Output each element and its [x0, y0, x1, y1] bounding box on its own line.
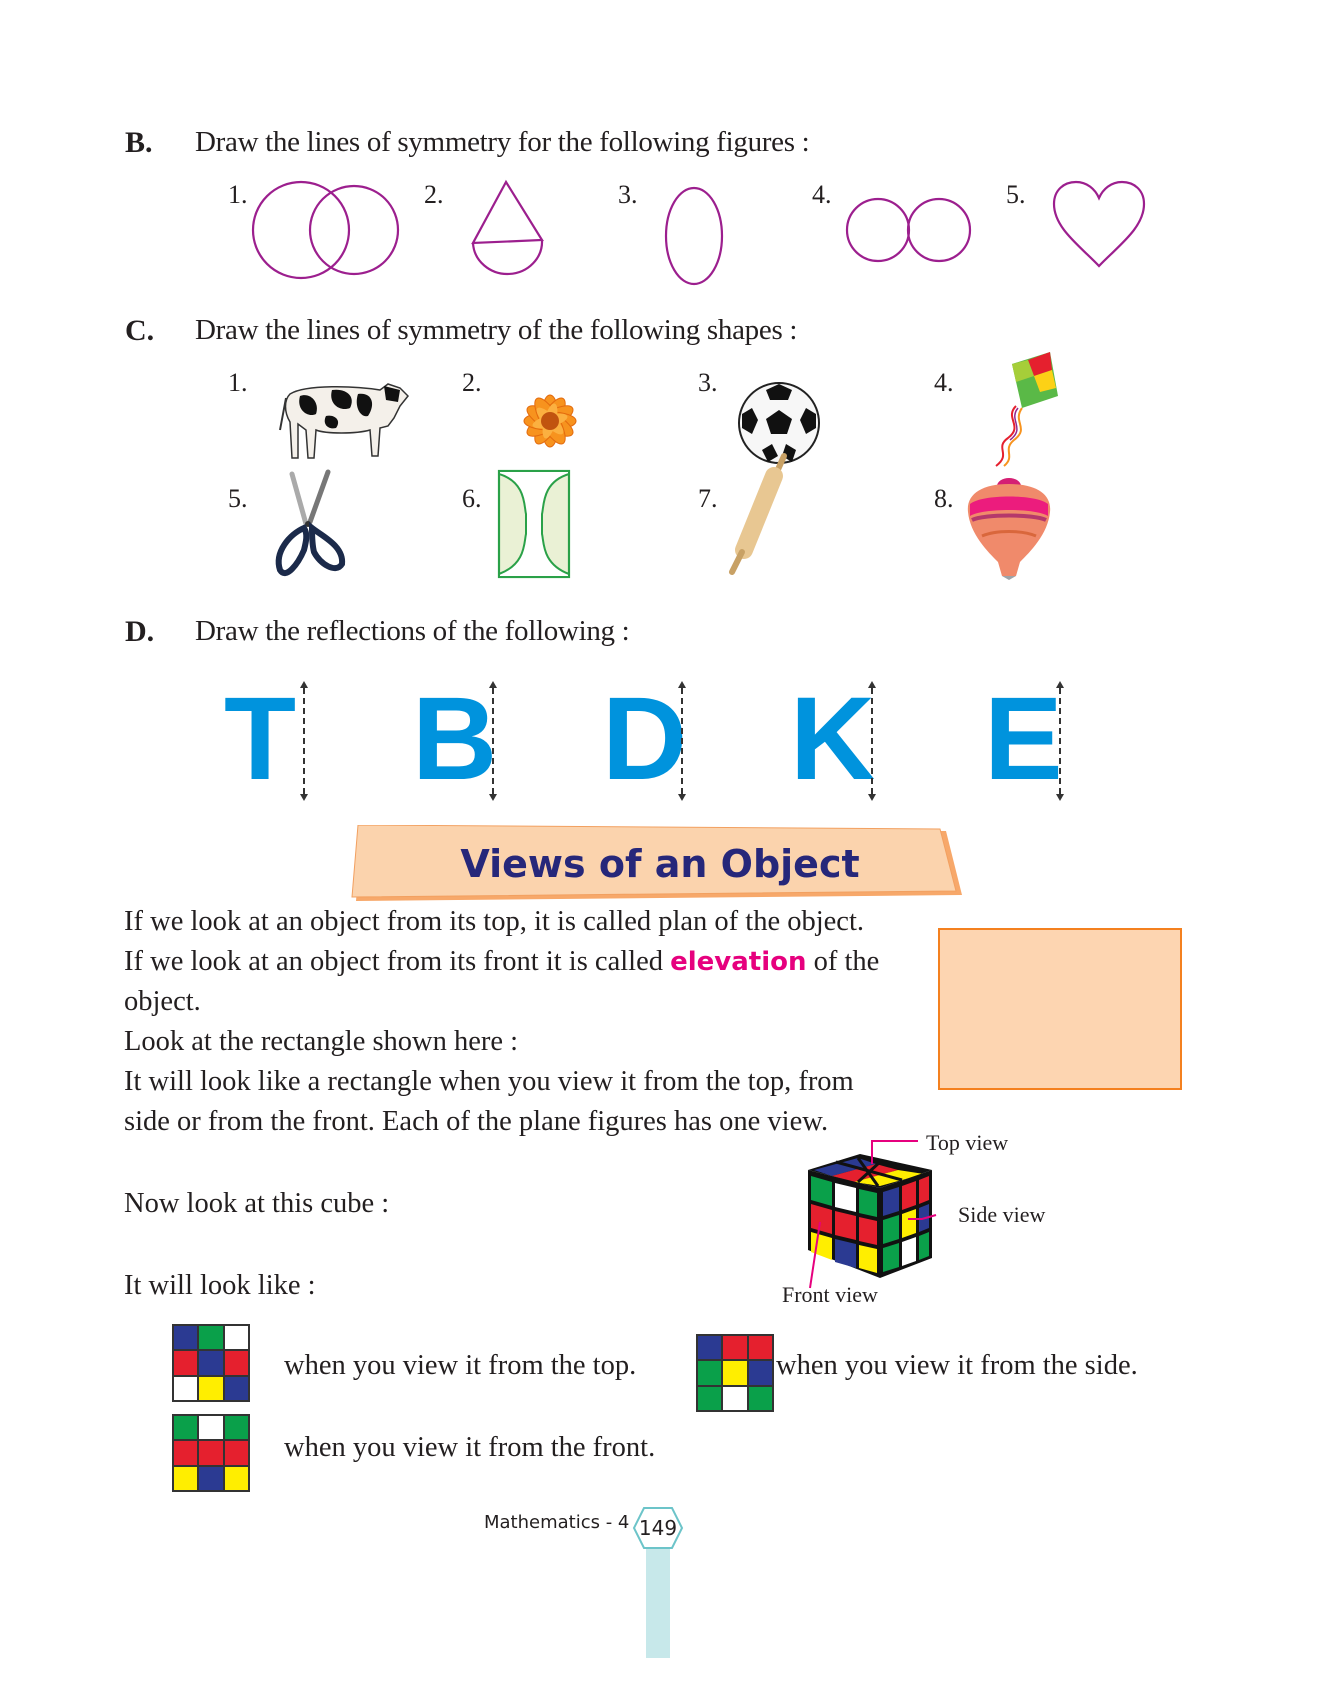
b-item-3-number: 3.: [618, 180, 638, 209]
views-line-1: If we look at an object from its top, it is called plan of the object.: [124, 906, 864, 937]
c-item-2-number: 2.: [462, 368, 482, 397]
side-view-grid: [696, 1334, 774, 1412]
front-grid-cell: [198, 1440, 223, 1465]
views-line-3: object.: [124, 986, 201, 1017]
views-line-2-end: of the: [806, 946, 880, 977]
views-line-2: [124, 946, 879, 978]
mirror-line-k: [871, 688, 873, 794]
front-grid-cell: [224, 1415, 249, 1440]
front-grid-cell: [173, 1466, 198, 1491]
views-line-2-start: If we look at an object from its front it is called: [124, 946, 671, 977]
c-item-6-number: 6.: [462, 484, 482, 513]
cube-prompt: Now look at this cube :: [124, 1188, 390, 1219]
side-view-caption: when you view it from the side.: [776, 1350, 1138, 1381]
cow-image: [276, 372, 414, 464]
top-grid-cell: [224, 1376, 249, 1401]
top-grid-cell: [224, 1350, 249, 1375]
kite-image: [964, 348, 1064, 470]
section-b-letter: B.: [125, 126, 153, 159]
side-grid-cell: [722, 1360, 747, 1385]
section-d-title: Draw the reflections of the following :: [195, 615, 630, 647]
side-grid-cell: [722, 1335, 747, 1360]
front-view-caption: when you view it from the front.: [284, 1432, 656, 1463]
front-grid-cell: [198, 1415, 223, 1440]
top-grid-cell: [173, 1376, 198, 1401]
c-item-5-number: 5.: [228, 484, 248, 513]
reflection-letter-e: E: [984, 673, 1063, 805]
mirror-line-d: [681, 688, 683, 794]
scissors-image: [270, 468, 350, 580]
views-line-5: It will look like a rectangle when you view it from the top, from: [124, 1066, 854, 1097]
touching-circles-figure: [844, 196, 974, 266]
ellipse-figure: [660, 182, 728, 290]
c-item-4-number: 4.: [934, 368, 954, 397]
b-item-5-number: 5.: [1006, 180, 1026, 209]
top-grid-cell: [198, 1350, 223, 1375]
flower-image: [500, 376, 600, 466]
front-grid-cell: [224, 1440, 249, 1465]
elevation-highlight: elevation: [670, 947, 807, 977]
views-heading: Views of an Object: [460, 842, 860, 886]
rubiks-cube-image: [800, 1140, 940, 1290]
views-line-6: side or from the front. Each of the plane figures has one view.: [124, 1106, 829, 1137]
top-view-caption: when you view it from the top.: [284, 1350, 637, 1381]
hourglass-shape-image: [496, 468, 572, 580]
front-view-grid: [172, 1414, 250, 1492]
footer-subject: Mathematics - 4: [484, 1512, 630, 1533]
section-c-title: Draw the lines of symmetry of the following shapes :: [195, 314, 798, 346]
side-grid-cell: [748, 1335, 773, 1360]
b-item-2-number: 2.: [424, 180, 444, 209]
side-view-label: Side view: [958, 1202, 1046, 1227]
looks-like-text: It will look like :: [124, 1270, 316, 1301]
c-item-3-number: 3.: [698, 368, 718, 397]
spinning-top-image: [962, 464, 1058, 580]
side-grid-cell: [697, 1386, 722, 1411]
page-number: 149: [638, 1516, 678, 1540]
top-view-grid: [172, 1324, 250, 1402]
front-grid-cell: [198, 1466, 223, 1491]
front-view-label: Front view: [782, 1282, 878, 1307]
c-item-8-number: 8.: [934, 484, 954, 513]
mirror-line-b: [492, 688, 494, 794]
reflection-letter-d: D: [602, 673, 688, 805]
mirror-line-e: [1059, 688, 1061, 794]
front-grid-cell: [173, 1415, 198, 1440]
side-grid-cell: [748, 1386, 773, 1411]
top-grid-cell: [198, 1376, 223, 1401]
side-grid-cell: [748, 1360, 773, 1385]
top-view-label: Top view: [926, 1130, 1009, 1155]
heart-figure: [1050, 178, 1148, 272]
section-d-letter: D.: [125, 615, 155, 648]
b-item-1-number: 1.: [228, 180, 248, 209]
views-line-4: Look at the rectangle shown here :: [124, 1026, 519, 1057]
top-grid-cell: [224, 1325, 249, 1350]
c-item-7-number: 7.: [698, 484, 718, 513]
side-grid-cell: [697, 1335, 722, 1360]
triangle-semicircle-figure: [466, 178, 548, 280]
top-grid-cell: [173, 1350, 198, 1375]
side-grid-cell: [697, 1360, 722, 1385]
section-b-title: Draw the lines of symmetry for the following figures :: [195, 126, 810, 158]
c-item-1-number: 1.: [228, 368, 248, 397]
section-c-letter: C.: [125, 314, 155, 347]
overlapping-circles-figure: [250, 178, 400, 283]
footer-strip: [646, 1548, 670, 1658]
reflection-letter-t: T: [224, 673, 297, 805]
reflection-letter-b: B: [412, 673, 498, 805]
top-grid-cell: [173, 1325, 198, 1350]
front-grid-cell: [173, 1440, 198, 1465]
b-item-4-number: 4.: [812, 180, 832, 209]
views-banner: [350, 825, 970, 907]
side-grid-cell: [722, 1386, 747, 1411]
reflection-letter-k: K: [790, 673, 876, 805]
top-grid-cell: [198, 1325, 223, 1350]
rolling-pin-image: [726, 452, 796, 578]
example-rectangle: [938, 928, 1182, 1090]
front-grid-cell: [224, 1466, 249, 1491]
mirror-line-t: [303, 688, 305, 794]
